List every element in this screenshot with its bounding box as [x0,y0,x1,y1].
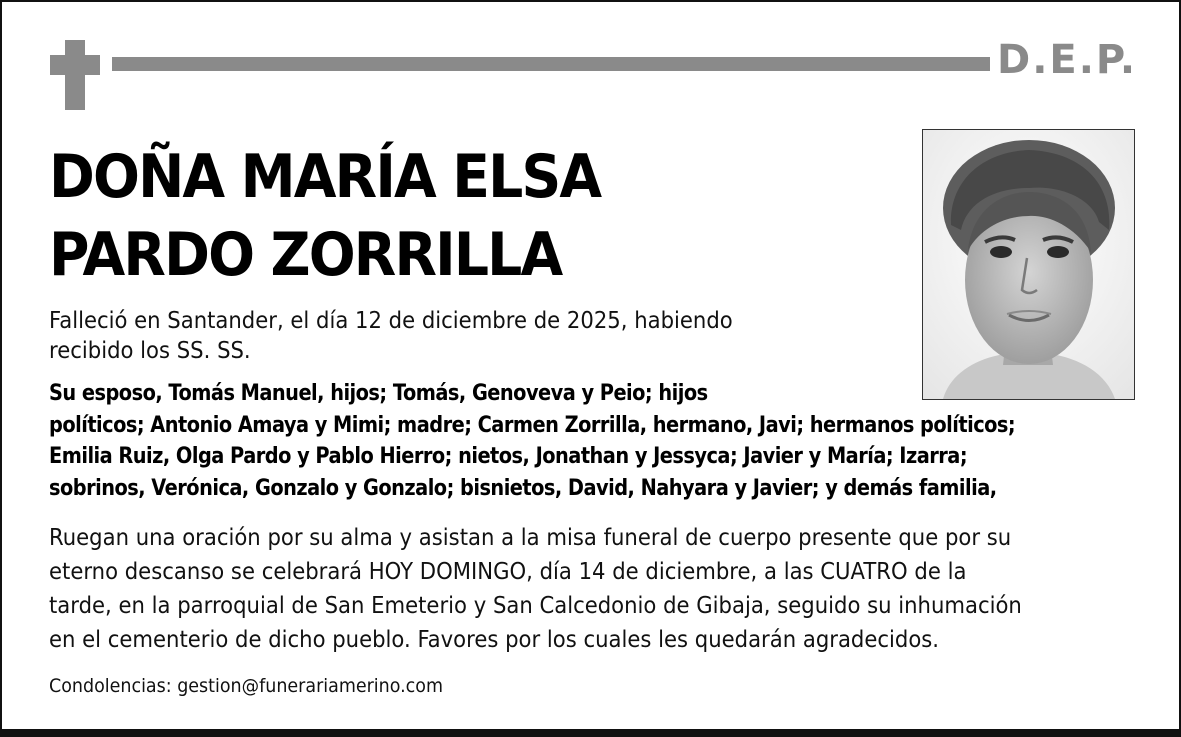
family-line-4: sobrinos, Verónica, Gonzalo y Gonzalo; bisnietos, David, Nahyara y Javier; y demás familia, [49,475,997,501]
portrait-photo [922,129,1135,400]
service-request [49,521,1022,657]
header-rule [112,57,990,71]
family-line-1: Su esposo, Tomás Manuel, hijos; Tomás, Genoveva y Peio; hijos [49,381,708,406]
request-line-2: eterno descanso se celebrará HOY DOMINGO, día 14 de diciembre, a las CUATRO de la [49,559,967,585]
death-notice [49,306,733,366]
cross-icon-bar [50,55,100,75]
family-list [49,378,1015,504]
death-notice-line-1: Falleció en Santander, el día 12 de diciembre de 2025, habiendo [49,308,733,334]
request-line-3: tarde, en la parroquial de San Emeterio y San Calcedonio de Gibaja, seguido su inhumación [49,593,1022,619]
family-line-3: Emilia Ruiz, Olga Pardo y Pablo Hierro; nietos, Jonathan y Jessyca; Javier y María; Izarra; [49,444,968,469]
portrait-photo-image [923,130,1134,399]
request-line-4: en el cementerio de dicho pueblo. Favores por los cuales les quedarán agradecidos. [49,627,940,653]
condolences-contact: Condolencias: gestion@funerariamerino.com [49,675,444,697]
deceased-name [49,138,600,294]
family-line-2: políticos; Antonio Amaya y Mimi; madre; Carmen Zorrilla, hermano, Javi; hermanos políticos; [49,412,1016,438]
cross-icon [65,40,85,110]
deceased-name-line-2: PARDO ZORRILLA [49,220,562,290]
request-line-1: Ruegan una oración por su alma y asistan a la misa funeral de cuerpo presente que por su [49,525,1012,551]
deceased-name-line-1: DOÑA MARÍA ELSA [49,142,601,212]
dep-mark: D.E.P. [997,37,1138,83]
death-notice-line-2: recibido los SS. SS. [49,338,251,364]
